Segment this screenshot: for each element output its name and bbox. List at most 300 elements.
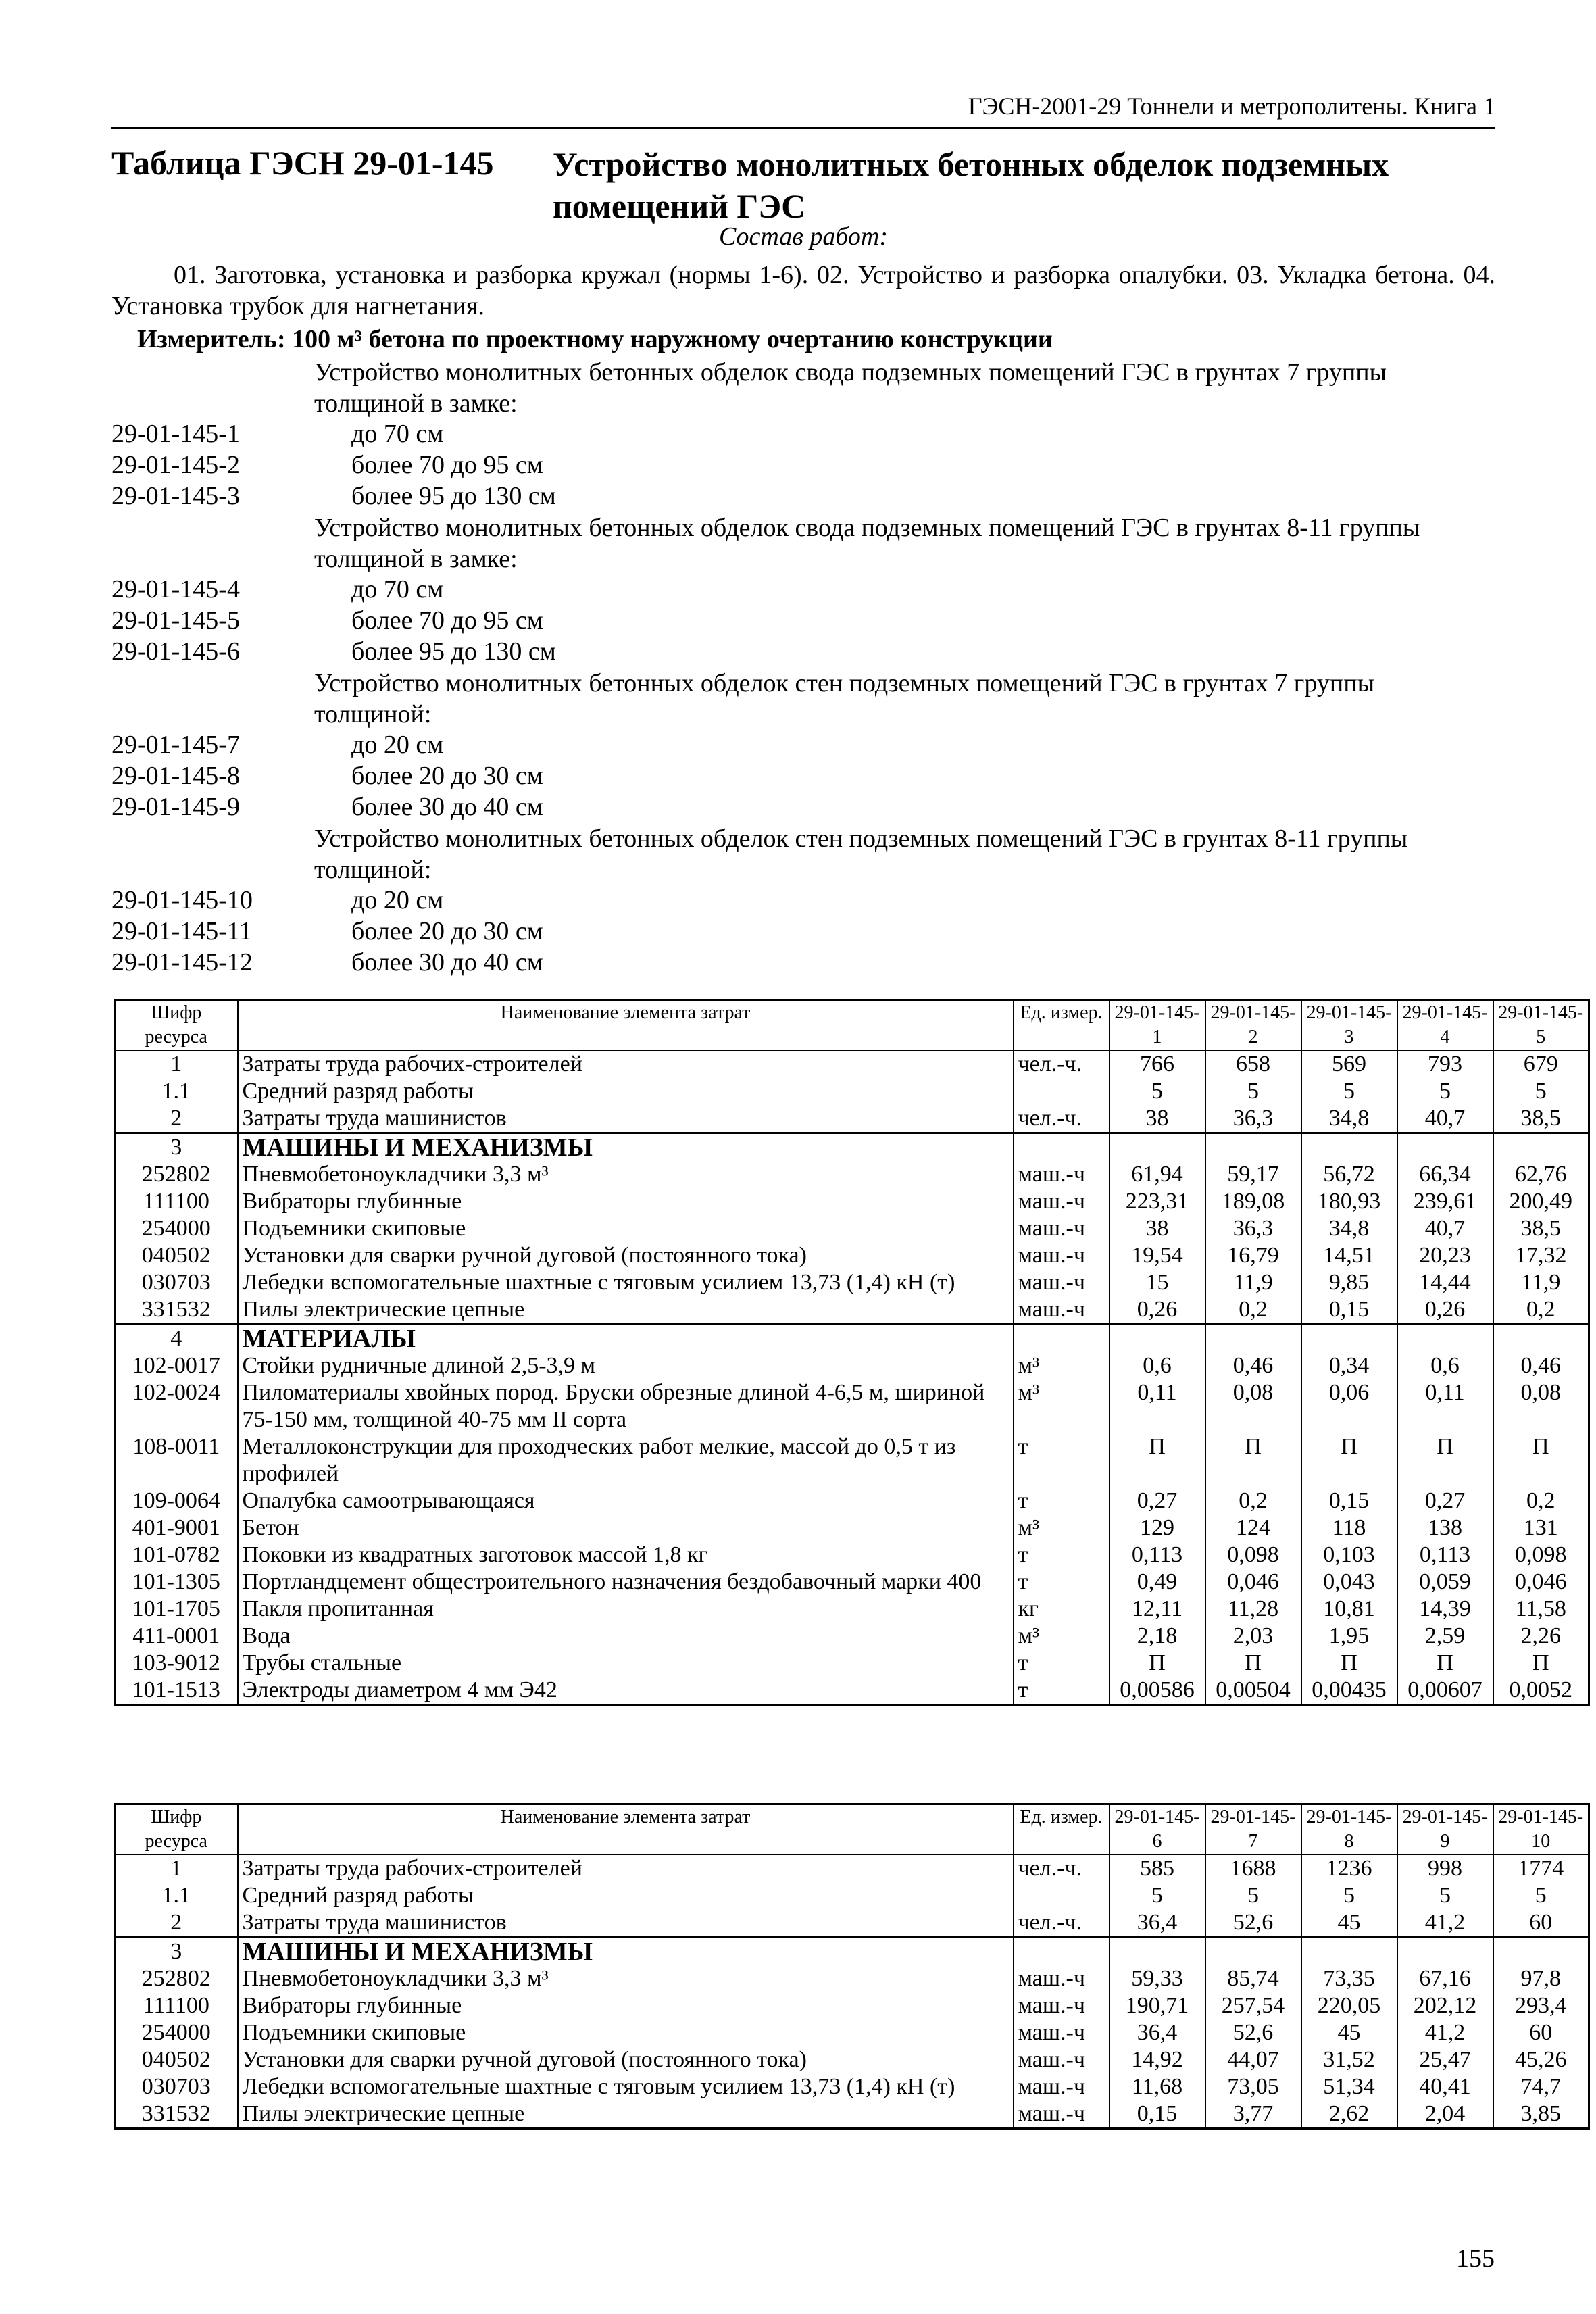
table-row — [115, 2019, 1589, 2046]
cell-name: Затраты труда рабочих-строителей — [238, 1854, 1014, 1882]
composition-heading: Состав работ: — [718, 222, 889, 251]
cell-name: Лебедки вспомогательные шахтные с тяговым усилием 13,73 (1,4) кН (т) — [238, 1269, 1014, 1296]
norm-code: 29-01-145-11 — [111, 917, 252, 945]
cell-unit: м³ — [1014, 1352, 1109, 1379]
cell-unit: т — [1014, 1487, 1109, 1515]
cell-value: П — [1301, 1650, 1397, 1677]
cell-value: 189,08 — [1205, 1188, 1301, 1215]
cell-unit: маш.-ч — [1014, 1188, 1109, 1215]
cell-value: 0,046 — [1205, 1569, 1301, 1596]
cell-value: 5 — [1301, 1882, 1397, 1909]
cell-value: 40,7 — [1397, 1215, 1493, 1242]
cell-value: 0,2 — [1493, 1296, 1589, 1325]
cell-value — [1301, 1325, 1397, 1353]
cell-value: 223,31 — [1109, 1188, 1205, 1215]
header-col: 29-01-145-9 — [1397, 1804, 1493, 1855]
cell-unit: чел.-ч. — [1014, 1909, 1109, 1938]
cell-value: 0,46 — [1493, 1352, 1589, 1379]
cell-value: 1774 — [1493, 1854, 1589, 1882]
resources-table-1 — [114, 999, 1590, 1706]
cell-value: 0,26 — [1397, 1296, 1493, 1325]
cell-value: 56,72 — [1301, 1161, 1397, 1188]
cell-code: 030703 — [115, 1269, 238, 1296]
table-row — [115, 1215, 1589, 1242]
cell-name: Установки для сварки ручной дуговой (постоянного тока) — [238, 1242, 1014, 1269]
cell-value: 124 — [1205, 1515, 1301, 1542]
resources-table-2 — [114, 1803, 1590, 2130]
table-row — [115, 1677, 1589, 1705]
cell-value: 11,28 — [1205, 1596, 1301, 1623]
cell-code: 254000 — [115, 2019, 238, 2046]
cell-code: 252802 — [115, 1161, 238, 1188]
cell-value: 2,03 — [1205, 1623, 1301, 1650]
cell-value: 220,05 — [1301, 1992, 1397, 2019]
cell-value: 131 — [1493, 1515, 1589, 1542]
cell-value: 11,68 — [1109, 2073, 1205, 2100]
cell-value: 52,6 — [1205, 1909, 1301, 1938]
cell-value: 5 — [1397, 1078, 1493, 1105]
cell-name: Затраты труда машинистов — [238, 1105, 1014, 1133]
header-col: 29-01-145-1 — [1109, 1000, 1205, 1051]
cell-value: 40,41 — [1397, 2073, 1493, 2100]
cell-value: 5 — [1493, 1078, 1589, 1105]
cell-value: 60 — [1493, 1909, 1589, 1938]
norm-range: до 70 см — [351, 420, 444, 448]
cell-unit: м³ — [1014, 1379, 1109, 1433]
cell-code: 411-0001 — [115, 1623, 238, 1650]
cell-value: 41,2 — [1397, 1909, 1493, 1938]
cell-value: 5 — [1301, 1078, 1397, 1105]
header-unit: Ед. измер. — [1014, 1000, 1109, 1051]
cell-value: 0,11 — [1109, 1379, 1205, 1433]
cell-unit: маш.-ч — [1014, 2019, 1109, 2046]
cell-value: П — [1109, 1433, 1205, 1487]
cell-code: 101-1305 — [115, 1569, 238, 1596]
cell-name: Пиломатериалы хвойных пород. Бруски обрезные длиной 4-6,5 м, шириной 75-150 мм, толщиной 40-75 мм II сорта — [238, 1379, 1014, 1433]
header-name: Наименование элемента затрат — [238, 1804, 1014, 1855]
cell-value: 5 — [1397, 1882, 1493, 1909]
cell-value: 3,85 — [1493, 2100, 1589, 2129]
cell-value: 118 — [1301, 1515, 1397, 1542]
cell-code: 108-0011 — [115, 1433, 238, 1487]
cell-value: 74,7 — [1493, 2073, 1589, 2100]
group-description: Устройство монолитных бетонных обделок свода подземных помещений ГЭС в грунтах 7 группы толщиной в замке: — [314, 358, 1387, 418]
cell-value: 16,79 — [1205, 1242, 1301, 1269]
header-name: Наименование элемента затрат — [238, 1000, 1014, 1051]
cell-code: 2 — [115, 1105, 238, 1133]
cell-name: Вибраторы глубинные — [238, 1992, 1014, 2019]
cell-value: 62,76 — [1493, 1161, 1589, 1188]
table-row — [115, 1909, 1589, 1938]
group-description: Устройство монолитных бетонных обделок стен подземных помещений ГЭС в грунтах 8-11 группы толщиной: — [314, 824, 1408, 884]
table-row — [115, 2100, 1589, 2129]
section-row — [115, 1938, 1589, 1966]
norm-range: до 20 см — [351, 886, 444, 914]
table-row — [115, 1542, 1589, 1569]
cell-value — [1493, 1938, 1589, 1966]
norm-range: более 70 до 95 см — [351, 606, 543, 635]
cell-value: 73,05 — [1205, 2073, 1301, 2100]
cell-value: П — [1493, 1650, 1589, 1677]
cell-value: 0,043 — [1301, 1569, 1397, 1596]
cell-value: 0,113 — [1109, 1542, 1205, 1569]
cell-code: 101-1705 — [115, 1596, 238, 1623]
cell-code: 101-0782 — [115, 1542, 238, 1569]
norm-code: 29-01-145-6 — [111, 637, 240, 666]
cell-value: 679 — [1493, 1050, 1589, 1078]
header-col: 29-01-145-7 — [1205, 1804, 1301, 1855]
cell-value: 36,3 — [1205, 1105, 1301, 1133]
composition-text: 01. Заготовка, установка и разборка кружал (нормы 1-6). 02. Устройство и разборка опалубки. 03. Укладка бетона. 04. Установка трубок для нагнетания. — [111, 261, 1495, 320]
cell-value: 0,098 — [1493, 1542, 1589, 1569]
cell-value — [1109, 1325, 1205, 1353]
cell-value: 31,52 — [1301, 2046, 1397, 2073]
cell-name: Вибраторы глубинные — [238, 1188, 1014, 1215]
cell-value: 25,47 — [1397, 2046, 1493, 2073]
cell-value: 766 — [1109, 1050, 1205, 1078]
cell-name: Вода — [238, 1623, 1014, 1650]
table-row — [115, 1078, 1589, 1105]
norm-code: 29-01-145-7 — [111, 731, 240, 759]
cell-value: 36,4 — [1109, 2019, 1205, 2046]
cell-unit: м³ — [1014, 1623, 1109, 1650]
norm-code: 29-01-145-1 — [111, 420, 240, 448]
header-code: Шифр ресурса — [115, 1804, 238, 1855]
cell-name: Подъемники скиповые — [238, 1215, 1014, 1242]
header-col: 29-01-145-4 — [1397, 1000, 1493, 1051]
cell-name: Средний разряд работы — [238, 1078, 1014, 1105]
cell-value: 0,2 — [1493, 1487, 1589, 1515]
cell-code: 331532 — [115, 2100, 238, 2129]
cell-value: 257,54 — [1205, 1992, 1301, 2019]
cell-value: 0,46 — [1205, 1352, 1301, 1379]
table-row — [115, 1569, 1589, 1596]
cell-value: 0,49 — [1109, 1569, 1205, 1596]
cell-value: 0,34 — [1301, 1352, 1397, 1379]
header-text: ГЭСН-2001-29 Тоннели и метрополитены. Книга 1 — [968, 93, 1495, 120]
cell-value: 5 — [1205, 1078, 1301, 1105]
cell-name: МАШИНЫ И МЕХАНИЗМЫ — [238, 1133, 1014, 1162]
cell-unit — [1014, 1133, 1109, 1162]
cell-unit: маш.-ч — [1014, 1161, 1109, 1188]
cell-value: 1236 — [1301, 1854, 1397, 1882]
cell-value: 998 — [1397, 1854, 1493, 1882]
cell-value: 36,4 — [1109, 1909, 1205, 1938]
cell-name: МАТЕРИАЛЫ — [238, 1325, 1014, 1353]
section-row — [115, 1325, 1589, 1353]
norm-code: 29-01-145-4 — [111, 575, 240, 604]
cell-value: 0,27 — [1109, 1487, 1205, 1515]
table-row — [115, 1188, 1589, 1215]
cell-value: 85,74 — [1205, 1965, 1301, 1992]
group-description: Устройство монолитных бетонных обделок свода подземных помещений ГЭС в грунтах 8-11 группы толщиной в замке: — [314, 514, 1420, 573]
cell-value: 59,17 — [1205, 1161, 1301, 1188]
cell-unit — [1014, 1938, 1109, 1966]
cell-value: 38 — [1109, 1105, 1205, 1133]
cell-value: 17,32 — [1493, 1242, 1589, 1269]
cell-value: 3,77 — [1205, 2100, 1301, 2129]
cell-value: 5 — [1109, 1078, 1205, 1105]
cell-value: 0,00504 — [1205, 1677, 1301, 1705]
cell-code: 111100 — [115, 1992, 238, 2019]
cell-value: 73,35 — [1301, 1965, 1397, 1992]
cell-name: Затраты труда машинистов — [238, 1909, 1014, 1938]
cell-unit: кг — [1014, 1596, 1109, 1623]
cell-value: 0,11 — [1397, 1379, 1493, 1433]
cell-value: 0,103 — [1301, 1542, 1397, 1569]
table-label: Таблица ГЭСН 29-01-145 — [111, 144, 494, 182]
cell-value: П — [1493, 1433, 1589, 1487]
cell-unit: т — [1014, 1677, 1109, 1705]
header-col: 29-01-145-3 — [1301, 1000, 1397, 1051]
cell-value: 10,81 — [1301, 1596, 1397, 1623]
cell-name: Затраты труда рабочих-строителей — [238, 1050, 1014, 1078]
cell-value: 129 — [1109, 1515, 1205, 1542]
cell-value: 0,113 — [1397, 1542, 1493, 1569]
cell-value: 14,92 — [1109, 2046, 1205, 2073]
cell-unit: маш.-ч — [1014, 2100, 1109, 2129]
table-row — [115, 1854, 1589, 1882]
cell-value: 11,58 — [1493, 1596, 1589, 1623]
cell-value: 20,23 — [1397, 1242, 1493, 1269]
cell-value: 9,85 — [1301, 1269, 1397, 1296]
cell-unit — [1014, 1882, 1109, 1909]
norm-range: более 95 до 130 см — [351, 482, 556, 510]
cell-value: 0,6 — [1109, 1352, 1205, 1379]
table-title: Устройство монолитных бетонных обделок подземных помещений ГЭС — [553, 145, 1389, 225]
cell-value: 2,04 — [1397, 2100, 1493, 2129]
cell-value: П — [1109, 1650, 1205, 1677]
norm-code: 29-01-145-9 — [111, 793, 240, 821]
cell-name: Стойки рудничные длиной 2,5-3,9 м — [238, 1352, 1014, 1379]
cell-value: П — [1205, 1433, 1301, 1487]
cell-name: МАШИНЫ И МЕХАНИЗМЫ — [238, 1938, 1014, 1966]
cell-code: 040502 — [115, 2046, 238, 2073]
table-row — [115, 1105, 1589, 1133]
cell-unit: маш.-ч — [1014, 1992, 1109, 2019]
cell-value: 0,15 — [1109, 2100, 1205, 2129]
cell-value: 2,26 — [1493, 1623, 1589, 1650]
cell-value: 569 — [1301, 1050, 1397, 1078]
cell-value: 45,26 — [1493, 2046, 1589, 2073]
meter-value: 100 м³ бетона по проектному наружному очертанию конструкции — [292, 325, 1053, 353]
table-row — [115, 1515, 1589, 1542]
cell-unit — [1014, 1325, 1109, 1353]
cell-unit: т — [1014, 1542, 1109, 1569]
header-unit: Ед. измер. — [1014, 1804, 1109, 1855]
cell-value: 2,62 — [1301, 2100, 1397, 2129]
cell-value: 239,61 — [1397, 1188, 1493, 1215]
norm-code: 29-01-145-2 — [111, 451, 240, 479]
cell-value — [1397, 1133, 1493, 1162]
cell-value: 59,33 — [1109, 1965, 1205, 1992]
cell-value: 38 — [1109, 1215, 1205, 1242]
table-row — [115, 1623, 1589, 1650]
cell-value: 0,06 — [1301, 1379, 1397, 1433]
header-col: 29-01-145-6 — [1109, 1804, 1205, 1855]
norm-range: более 70 до 95 см — [351, 451, 543, 479]
table-row — [115, 1433, 1589, 1487]
cell-value: 51,34 — [1301, 2073, 1397, 2100]
cell-value: 0,0052 — [1493, 1677, 1589, 1705]
cell-code: 401-9001 — [115, 1515, 238, 1542]
cell-value: 5 — [1493, 1882, 1589, 1909]
cell-name: Пилы электрические цепные — [238, 1296, 1014, 1325]
cell-name: Бетон — [238, 1515, 1014, 1542]
cell-code: 1 — [115, 1050, 238, 1078]
table-header-row — [115, 1000, 1589, 1051]
norm-range: более 20 до 30 см — [351, 762, 543, 790]
cell-value: П — [1301, 1433, 1397, 1487]
cell-value: 0,15 — [1301, 1487, 1397, 1515]
cell-value: 67,16 — [1397, 1965, 1493, 1992]
cell-code: 3 — [115, 1938, 238, 1966]
cell-name: Металлоконструкции для проходческих работ мелкие, массой до 0,5 т из профилей — [238, 1433, 1014, 1487]
cell-value: П — [1397, 1433, 1493, 1487]
cell-value: 0,098 — [1205, 1542, 1301, 1569]
cell-value — [1397, 1938, 1493, 1966]
cell-value: 0,26 — [1109, 1296, 1205, 1325]
section-row — [115, 1133, 1589, 1162]
table-body — [115, 1854, 1589, 2129]
cell-unit: т — [1014, 1433, 1109, 1487]
cell-value — [1109, 1133, 1205, 1162]
cell-name: Пневмобетоноукладчики 3,3 м³ — [238, 1965, 1014, 1992]
cell-code: 040502 — [115, 1242, 238, 1269]
cell-value: 61,94 — [1109, 1161, 1205, 1188]
page-number: 155 — [1456, 2244, 1495, 2273]
cell-code: 102-0024 — [115, 1379, 238, 1433]
cell-value: П — [1205, 1650, 1301, 1677]
cell-unit: маш.-ч — [1014, 1965, 1109, 1992]
cell-name: Опалубка самоотрывающаяся — [238, 1487, 1014, 1515]
cell-unit: маш.-ч — [1014, 1242, 1109, 1269]
cell-unit: м³ — [1014, 1515, 1109, 1542]
cell-value: 0,00586 — [1109, 1677, 1205, 1705]
cell-value: 14,39 — [1397, 1596, 1493, 1623]
header-col: 29-01-145-8 — [1301, 1804, 1397, 1855]
cell-value: 66,34 — [1397, 1161, 1493, 1188]
cell-value: 0,059 — [1397, 1569, 1493, 1596]
table-row — [115, 2073, 1589, 2100]
cell-value: 12,11 — [1109, 1596, 1205, 1623]
cell-value: 585 — [1109, 1854, 1205, 1882]
table-row — [115, 1992, 1589, 2019]
cell-value: 0,08 — [1493, 1379, 1589, 1433]
cell-name: Пневмобетоноукладчики 3,3 м³ — [238, 1161, 1014, 1188]
cell-value: 5 — [1109, 1882, 1205, 1909]
table-row — [115, 2046, 1589, 2073]
cell-value: 52,6 — [1205, 2019, 1301, 2046]
cell-value: 0,2 — [1205, 1296, 1301, 1325]
cell-value: 190,71 — [1109, 1992, 1205, 2019]
norm-range: более 20 до 30 см — [351, 917, 543, 945]
cell-value — [1205, 1325, 1301, 1353]
cell-value: 0,08 — [1205, 1379, 1301, 1433]
norm-code: 29-01-145-8 — [111, 762, 240, 790]
cell-unit: чел.-ч. — [1014, 1050, 1109, 1078]
cell-value: 202,12 — [1397, 1992, 1493, 2019]
header-code: Шифр ресурса — [115, 1000, 238, 1051]
cell-value — [1301, 1133, 1397, 1162]
cell-code: 109-0064 — [115, 1487, 238, 1515]
norm-range: более 30 до 40 см — [351, 948, 543, 977]
cell-value — [1493, 1133, 1589, 1162]
cell-value: 14,51 — [1301, 1242, 1397, 1269]
cell-value: 0,00435 — [1301, 1677, 1397, 1705]
cell-value: 0,2 — [1205, 1487, 1301, 1515]
norm-range: более 95 до 130 см — [351, 637, 556, 666]
cell-value: 0,00607 — [1397, 1677, 1493, 1705]
cell-name: Портландцемент общестроительного назначения бездобавочный марки 400 — [238, 1569, 1014, 1596]
cell-value: 41,2 — [1397, 2019, 1493, 2046]
cell-value: 0,27 — [1397, 1487, 1493, 1515]
cell-value: 34,8 — [1301, 1215, 1397, 1242]
table-row — [115, 1296, 1589, 1325]
cell-unit: чел.-ч. — [1014, 1105, 1109, 1133]
cell-unit: маш.-ч — [1014, 1296, 1109, 1325]
cell-value: 36,3 — [1205, 1215, 1301, 1242]
table-row — [115, 1650, 1589, 1677]
norm-range: до 20 см — [351, 731, 444, 759]
cell-unit — [1014, 1078, 1109, 1105]
table-row — [115, 1269, 1589, 1296]
norm-code: 29-01-145-5 — [111, 606, 240, 635]
table-row — [115, 1487, 1589, 1515]
cell-unit: маш.-ч — [1014, 1215, 1109, 1242]
cell-name: Лебедки вспомогательные шахтные с тяговым усилием 13,73 (1,4) кН (т) — [238, 2073, 1014, 2100]
cell-value: 11,9 — [1205, 1269, 1301, 1296]
cell-value: 45 — [1301, 2019, 1397, 2046]
cell-name: Трубы стальные — [238, 1650, 1014, 1677]
cell-value: 5 — [1205, 1882, 1301, 1909]
cell-name: Средний разряд работы — [238, 1882, 1014, 1909]
cell-unit: т — [1014, 1569, 1109, 1596]
cell-name: Подъемники скиповые — [238, 2019, 1014, 2046]
running-header — [111, 87, 1495, 129]
cell-value: 138 — [1397, 1515, 1493, 1542]
cell-value — [1301, 1938, 1397, 1966]
meter-line — [137, 324, 1053, 354]
cell-value: 14,44 — [1397, 1269, 1493, 1296]
cell-code: 2 — [115, 1909, 238, 1938]
cell-value: 11,9 — [1493, 1269, 1589, 1296]
norm-code: 29-01-145-12 — [111, 948, 253, 977]
meter-label: Измеритель: — [137, 325, 286, 353]
cell-value: 38,5 — [1493, 1215, 1589, 1242]
cell-value — [1493, 1325, 1589, 1353]
cell-name: Установки для сварки ручной дуговой (постоянного тока) — [238, 2046, 1014, 2073]
norm-code: 29-01-145-10 — [111, 886, 253, 914]
cell-code: 030703 — [115, 2073, 238, 2100]
header-col: 29-01-145-2 — [1205, 1000, 1301, 1051]
table-header-row — [115, 1804, 1589, 1855]
cell-code: 3 — [115, 1133, 238, 1162]
cell-value: 40,7 — [1397, 1105, 1493, 1133]
cell-unit: маш.-ч — [1014, 2046, 1109, 2073]
header-col: 29-01-145-5 — [1493, 1000, 1589, 1051]
cell-value: П — [1397, 1650, 1493, 1677]
cell-value: 180,93 — [1301, 1188, 1397, 1215]
cell-code: 1.1 — [115, 1078, 238, 1105]
group-description: Устройство монолитных бетонных обделок стен подземных помещений ГЭС в грунтах 7 группы толщиной: — [314, 669, 1375, 729]
cell-value: 0,046 — [1493, 1569, 1589, 1596]
cell-unit: т — [1014, 1650, 1109, 1677]
cell-code: 1 — [115, 1854, 238, 1882]
cell-value: 60 — [1493, 2019, 1589, 2046]
cell-value: 2,59 — [1397, 1623, 1493, 1650]
table-body — [115, 1050, 1589, 1705]
